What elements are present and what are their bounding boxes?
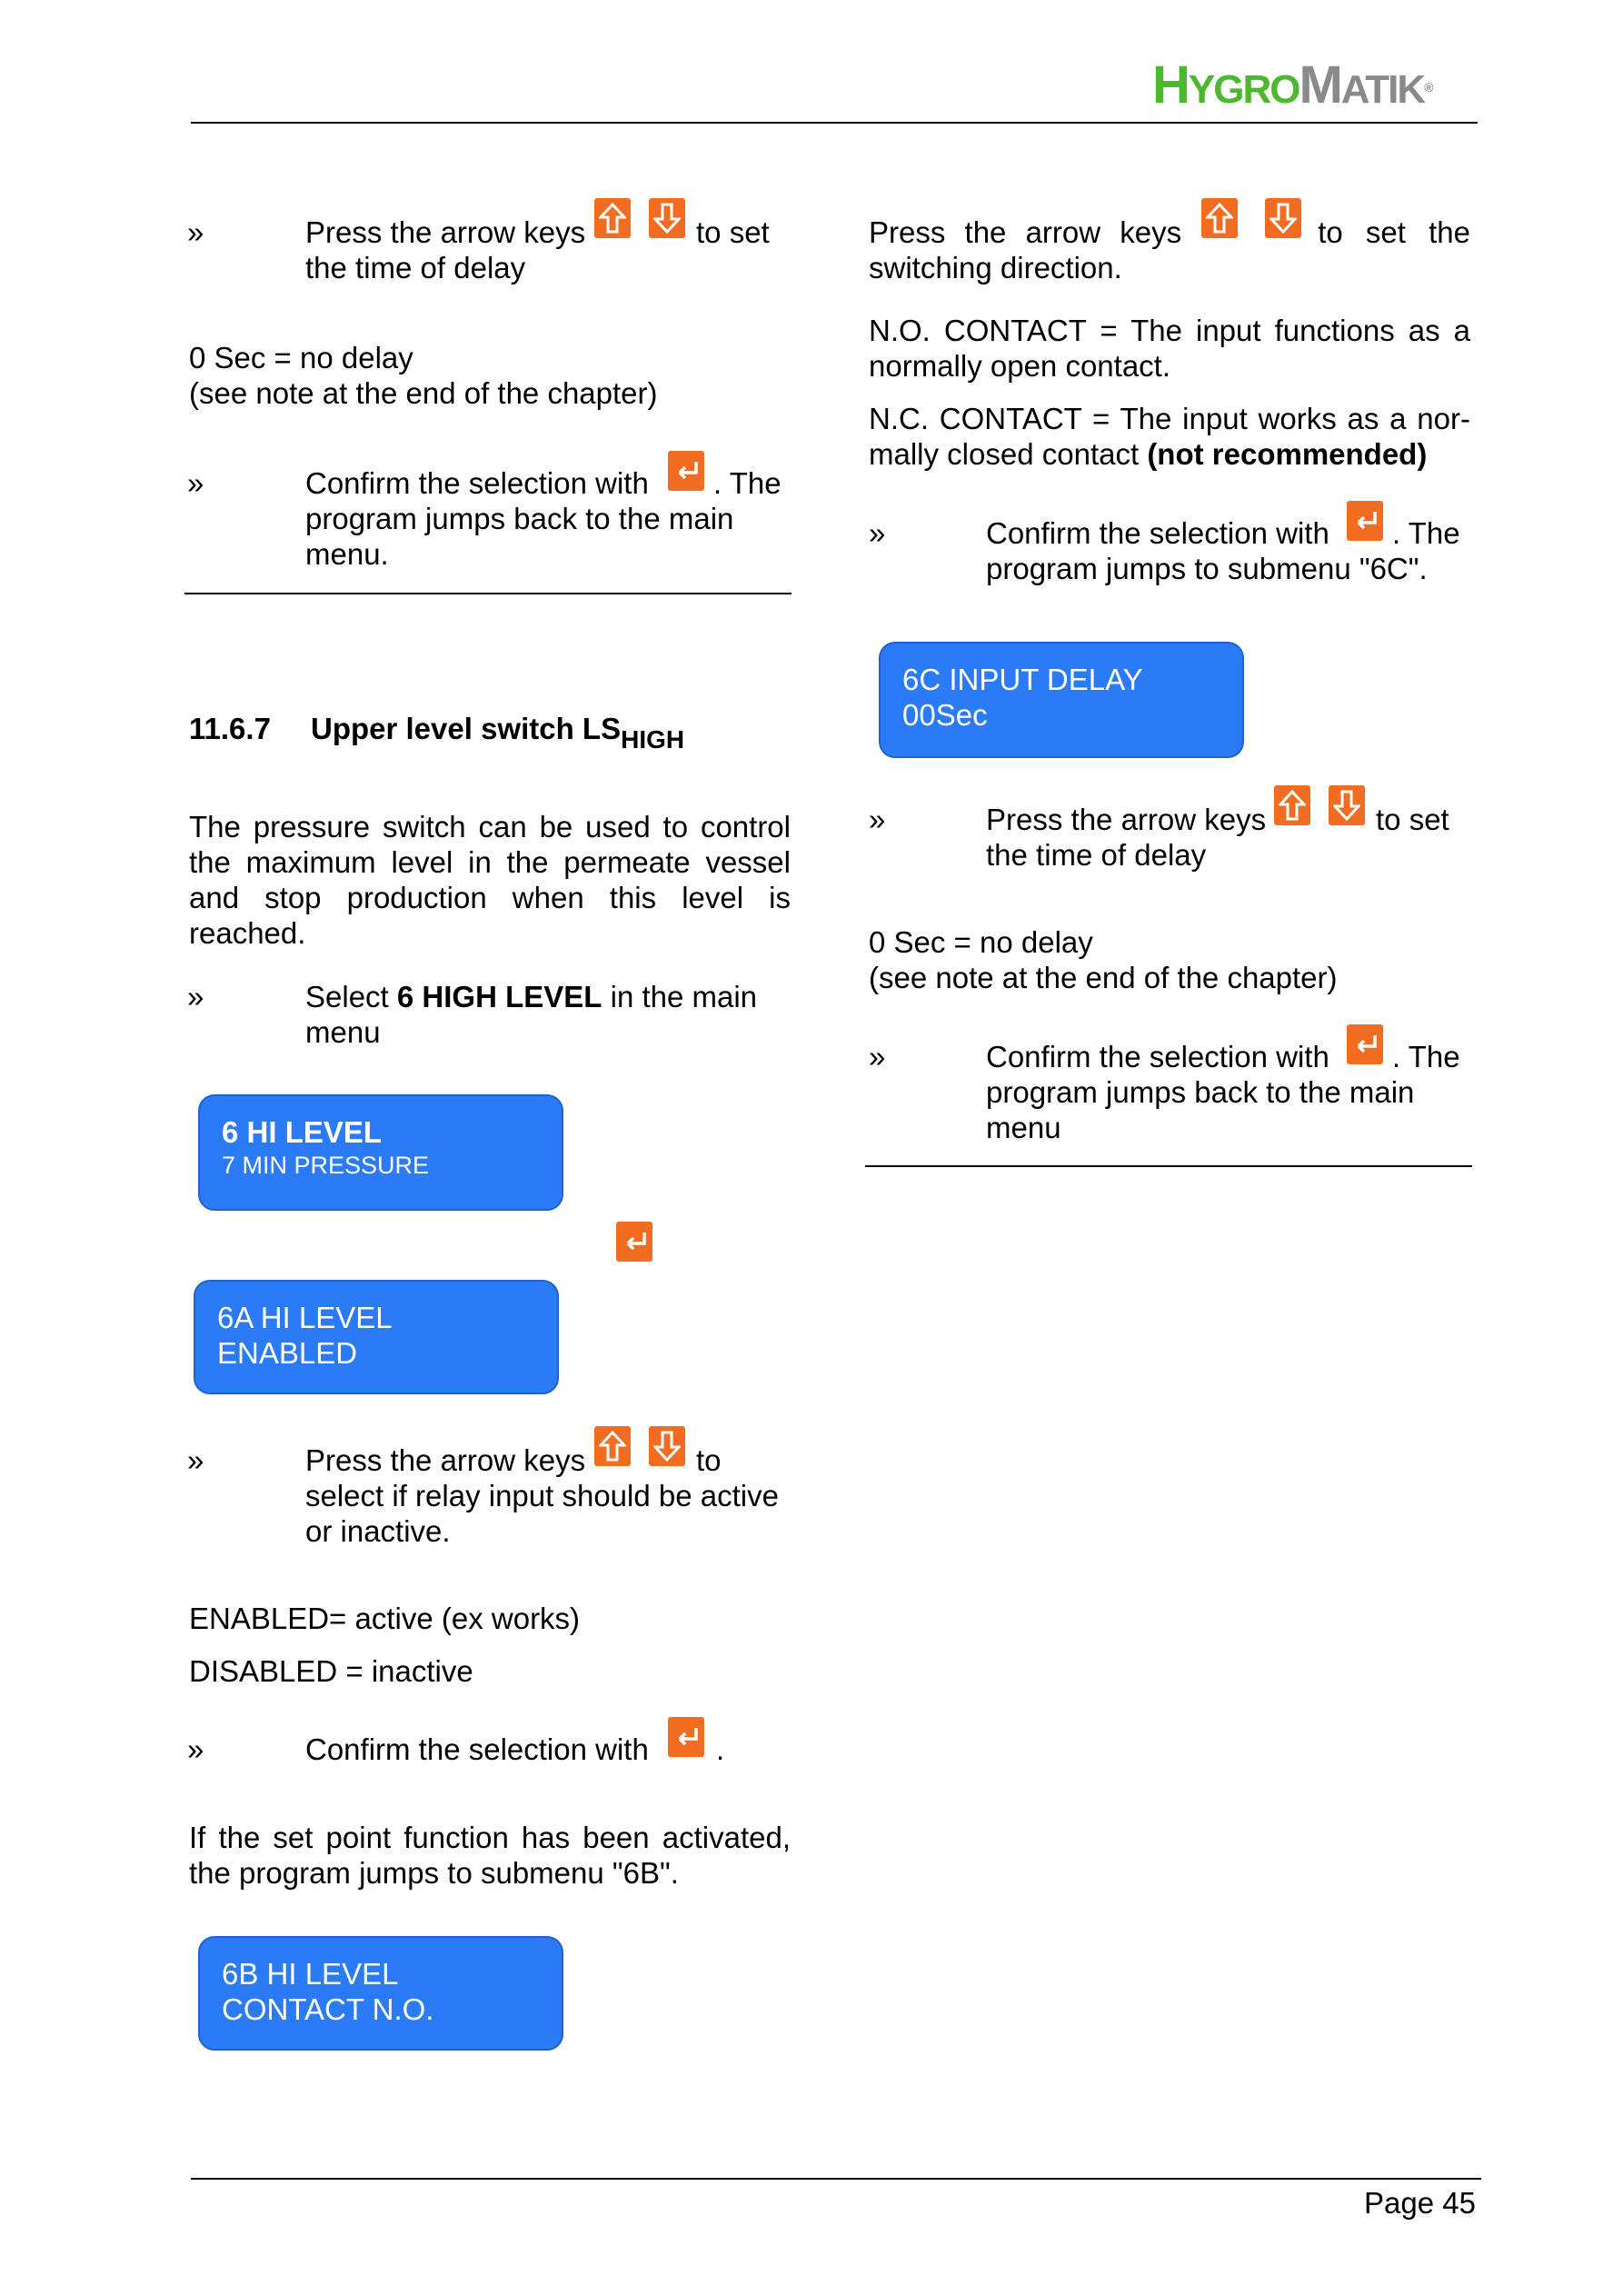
- step-text: Press the arrow keys: [986, 803, 1267, 836]
- delay-note: 0 Sec = no delay: [189, 341, 413, 374]
- step-text: [305, 979, 757, 1014]
- enter-key-icon: [1347, 1024, 1383, 1064]
- section-divider: [184, 593, 792, 594]
- paragraph-line: reached.: [189, 916, 306, 950]
- step-text: . The: [1392, 1040, 1460, 1073]
- step-text: menu.: [305, 537, 389, 571]
- bullet: »: [869, 803, 886, 836]
- paragraph-line: N.O. CONTACT = The input functions as a: [869, 314, 1470, 347]
- lcd-line-2: 7 MIN PRESSURE: [222, 1152, 430, 1179]
- step-text: program jumps back to the main: [305, 502, 734, 535]
- step-text: . The: [713, 466, 782, 500]
- step-text: [869, 215, 1470, 250]
- lcd-line-2: ENABLED: [217, 1336, 358, 1370]
- page-number: Page 45: [1364, 2186, 1476, 2220]
- nc-text-bold: (not recommended): [1147, 437, 1428, 471]
- bullet: »: [187, 1443, 204, 1477]
- arrow-up-key-icon: [1274, 785, 1310, 825]
- paragraph-line: The pressure switch can be used to control: [189, 810, 791, 844]
- step-text: Press the arrow keys: [305, 215, 586, 249]
- bullet: »: [187, 1732, 204, 1766]
- paragraph-line: the maximum level in the permeate vessel: [189, 845, 791, 879]
- lcd-line-1: 6C INPUT DELAY: [902, 663, 1143, 696]
- step-text: to set: [696, 215, 770, 249]
- step-text: Confirm the selection with: [305, 466, 649, 500]
- enter-key-icon: [668, 1717, 704, 1757]
- enter-key-icon: [616, 1222, 652, 1262]
- lcd-line-1: 6A HI LEVEL: [217, 1301, 393, 1334]
- lcd-line-2: 00Sec: [902, 698, 988, 732]
- step-text-c: in the main: [602, 980, 758, 1013]
- lcd-display: [194, 1280, 559, 1394]
- disabled-note: DISABLED = inactive: [189, 1654, 473, 1688]
- paragraph-line: If the set point function has been activated,: [189, 1821, 791, 1854]
- enter-key-icon: [668, 451, 704, 491]
- hygromatik-logo-art: HYGROMATIK®: [1152, 55, 1434, 115]
- step-text-a: Press the arrow keys: [869, 215, 1182, 249]
- bullet: »: [869, 516, 886, 550]
- bullet: »: [187, 215, 204, 249]
- arrow-down-key-icon: [1265, 198, 1301, 238]
- lcd-display: [879, 642, 1244, 758]
- step-text: Confirm the selection with: [986, 1040, 1329, 1073]
- footer-rule: [191, 2178, 1481, 2180]
- nc-text: mally closed contact: [869, 437, 1148, 471]
- step-text-a: Select: [305, 980, 397, 1013]
- lcd-line-2: CONTACT N.O.: [222, 1992, 434, 2026]
- paragraph-line: the program jumps to submenu "6B".: [189, 1856, 679, 1890]
- step-text: menu: [305, 1015, 381, 1049]
- section-title: [311, 711, 685, 754]
- paragraph-line: N.C. CONTACT = The input works as a nor-: [869, 402, 1470, 435]
- bullet: »: [869, 1040, 886, 1073]
- paragraph-line: and stop production when this level is: [189, 881, 791, 914]
- step-text: program jumps to submenu "6C".: [986, 552, 1428, 585]
- step-text: Confirm the selection with: [986, 516, 1329, 550]
- section-title-text: Upper level switch LS: [311, 712, 622, 745]
- lcd-display: [198, 1094, 563, 1211]
- header-rule: [191, 122, 1478, 124]
- arrow-down-key-icon: [1329, 785, 1365, 825]
- section-divider: [865, 1165, 1472, 1167]
- delay-note: (see note at the end of the chapter): [869, 961, 1338, 994]
- lcd-line-1: 6B HI LEVEL: [222, 1957, 399, 1991]
- lcd-display: [198, 1936, 563, 2051]
- step-text: select if relay input should be active: [305, 1479, 779, 1512]
- section-title-subscript: HIGH: [621, 725, 685, 754]
- step-text: to set: [1376, 803, 1449, 836]
- arrow-down-key-icon: [649, 198, 685, 238]
- delay-note: 0 Sec = no delay: [869, 925, 1093, 959]
- step-text: . The: [1392, 516, 1460, 550]
- section-number: 11.6.7: [189, 712, 271, 745]
- arrow-up-key-icon: [594, 198, 631, 238]
- step-text: or inactive.: [305, 1514, 451, 1548]
- step-text: Confirm the selection with: [305, 1732, 649, 1766]
- arrow-down-key-icon: [649, 1426, 685, 1466]
- lcd-line-1: 6 HI LEVEL: [222, 1115, 383, 1149]
- arrow-up-key-icon: [594, 1426, 631, 1466]
- step-text: Press the arrow keys: [305, 1443, 586, 1477]
- step-text: switching direction.: [869, 251, 1122, 285]
- step-text: .: [716, 1732, 725, 1766]
- paragraph-line: [869, 436, 1427, 472]
- enabled-note: ENABLED= active (ex works): [189, 1602, 581, 1635]
- step-text: to: [696, 1443, 722, 1477]
- arrow-up-key-icon: [1201, 198, 1238, 238]
- bullet: »: [187, 980, 204, 1013]
- paragraph-line: normally open contact.: [869, 349, 1171, 383]
- step-text: the time of delay: [305, 251, 526, 285]
- bullet: »: [187, 466, 204, 500]
- step-text: program jumps back to the main: [986, 1075, 1415, 1109]
- enter-key-icon: [1347, 501, 1383, 541]
- step-text: the time of delay: [986, 838, 1207, 872]
- step-text-b: to set the: [1318, 215, 1470, 249]
- step-text: menu: [986, 1111, 1061, 1144]
- step-text-bold: 6 HIGH LEVEL: [396, 980, 602, 1013]
- delay-note: (see note at the end of the chapter): [189, 376, 658, 410]
